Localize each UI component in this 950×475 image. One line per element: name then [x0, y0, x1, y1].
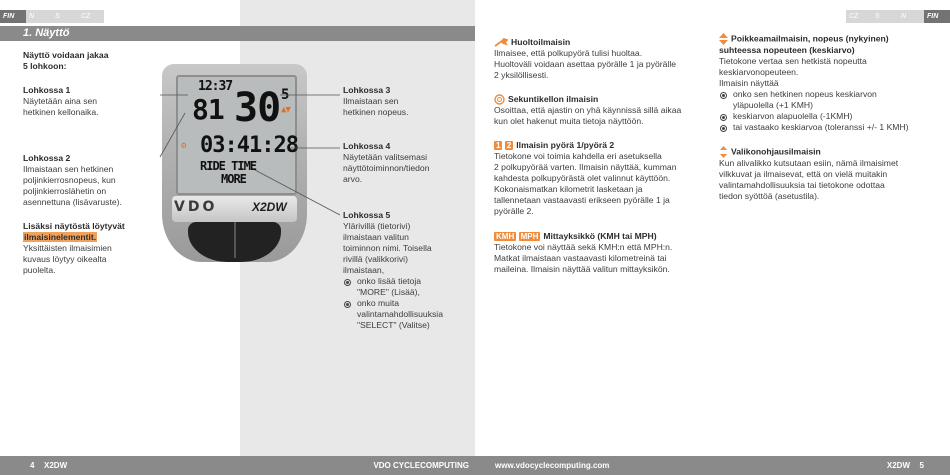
- indicator-title: Valikonohjausilmaisin: [731, 146, 821, 157]
- block-line: asennettuna (lisävaruste).: [23, 197, 122, 207]
- block-line: hetkinen nopeus.: [343, 107, 409, 117]
- menu-arrow-icon: [719, 146, 728, 158]
- indicator-title: Huoltoilmaisin: [511, 37, 571, 47]
- indicator-title: Sekuntikellon ilmaisin: [508, 94, 599, 104]
- footer-left: [0, 456, 475, 475]
- block-line: Ylärivillä (tietorivi): [343, 221, 411, 231]
- lang-tab: CZ: [846, 10, 872, 23]
- block-line: rivillä (valikkorivi): [343, 254, 408, 264]
- lcd-speed-decimal: 5: [281, 87, 289, 103]
- bullet-item: onko muita valintamahdollisuuksia "SELECT" (Valitse): [343, 298, 471, 331]
- block-line: ilmaistaan valitun: [343, 232, 409, 242]
- block-line: Näytetään aina sen: [23, 96, 98, 106]
- block-4: [343, 141, 471, 185]
- block-line: poljinkierrosnopeus, kun: [23, 175, 116, 185]
- bike-indicator: 1 2 Ilmaisin pyörä 1/pyörä 2 Tietokone voi toimia kahdella eri asetuksella 2 polkupyörää varten. Ilmaisin näyttää, kumman kahdesta polkupyörästä olet valinnut käyttöön. Kokonaismatkan kilometrit lasketaan ja tallennetaan vastaavasti erikseen pyörälle 1 ja pyörälle 2.: [494, 140, 677, 217]
- lcd-indicator-icons: ⚙: [181, 141, 186, 151]
- bullet-item: onko lisää tietoja "MORE" (Lisää),: [343, 276, 471, 298]
- block-line: ilmaistaan,: [343, 265, 385, 275]
- note-line: Yksittäisten ilmaisimien: [23, 243, 112, 253]
- block-line: näyttötoiminnon/tiedon: [343, 163, 430, 173]
- block-title: Lohkossa 5: [343, 210, 391, 220]
- block-line: hetkinen kellonaika.: [23, 107, 99, 117]
- note-line: kuvaus löytyy oikealta: [23, 254, 107, 264]
- unit-icon: KMH MPH: [496, 232, 539, 242]
- block-line: Ilmaistaan sen hetkinen: [23, 164, 114, 174]
- stopwatch-indicator: Sekuntikellon ilmaisin Osoittaa, että ajastin on yhä käynnissä sillä aikaa kun olet hakenut muita tietoja näyttöön.: [494, 94, 682, 127]
- wrench-icon: [494, 38, 508, 48]
- lang-tab: N: [26, 10, 52, 23]
- footer-brand: VDO CYCLECOMPUTING: [373, 461, 469, 470]
- block-line: toiminnon nimi. Toisella: [343, 243, 432, 253]
- page-number: 5: [919, 461, 924, 470]
- indicator-title: Mittayksikkö (KMH tai MPH): [543, 231, 657, 241]
- lcd-row1: RIDE TIME: [200, 159, 257, 173]
- bullet-item: keskiarvon alapuolella (-1KMH): [719, 111, 944, 122]
- menu-indicator: Valikonohjausilmaisin Kun alivalikko kutsutaan esiin, nämä ilmaisimet vilkkuvat ja ilmaisevat, että on vielä muitakin valintamahdollisuuksia tai tietokone odottaa tiedon syöttöä (asetustila).: [719, 146, 899, 201]
- note-title: Lisäksi näytöstä löytyvät: [23, 221, 125, 231]
- device-brand: VDO: [174, 199, 218, 215]
- device-model: X2DW: [252, 200, 287, 214]
- language-bar-right: [846, 10, 950, 24]
- lang-tab: S: [872, 10, 898, 23]
- lcd-cadence: 81: [192, 93, 224, 126]
- block-line: poljinkierroslähetin on: [23, 186, 107, 196]
- block-3: [343, 85, 471, 118]
- lang-tab: CZ: [78, 10, 104, 23]
- stopwatch-icon: [494, 94, 505, 105]
- deviation-indicator: Poikkeamailmaisin, nopeus (nykyinen) suhteessa nopeuteen (keskiarvo) Tietokone vertaa sen hetkistä nopeutta keskiarvonopeuteen. Ilmaisin näyttää onko sen hetkinen nopeus keskiarvon yläpuolella (+1 KMH) keskiarvon alapuolella (-1KMH) tai vastaako keskiarvoa (toleranssi +/- 1 KMH): [719, 33, 944, 133]
- lcd-arrow-icon: ▲▼: [281, 105, 290, 115]
- intro-line: 5 lohkoon:: [23, 61, 67, 71]
- block-line: arvo.: [343, 174, 363, 184]
- lcd-row2: MORE: [221, 172, 246, 186]
- section-title: 1. Näyttö: [23, 27, 70, 39]
- lang-tab: FIN: [0, 10, 26, 23]
- lang-tab: S: [52, 10, 78, 23]
- indicator-title: Ilmaisin pyörä 1/pyörä 2: [516, 140, 615, 150]
- lang-tab: N: [898, 10, 924, 23]
- highlight-text: ilmaisinelementit.: [24, 232, 97, 242]
- footer-model: X2DW: [44, 461, 68, 470]
- block-line: Ilmaistaan sen: [343, 96, 399, 106]
- unit-indicator: KMH MPH Mittayksikkö (KMH tai MPH) Tietokone voi näyttää sekä KMH:n että MPH:n. Matkat ilmaistaan vastaavasti kilometreinä tai maileina. Ilmaisin näyttää valitun mittayksikön.: [494, 231, 673, 275]
- block-line: Näytetään valitsemasi: [343, 152, 428, 162]
- indicator-title: Poikkeamailmaisin, nopeus (nykyinen): [731, 33, 889, 44]
- block-title: Lohkossa 4: [343, 141, 391, 151]
- page-number: 4: [30, 461, 35, 470]
- bullet-item: onko sen hetkinen nopeus keskiarvon yläpuolella (+1 KMH): [719, 89, 944, 111]
- bullet-item: tai vastaako keskiarvoa (toleranssi +/- 1 KMH): [719, 122, 944, 133]
- block-5: [343, 210, 471, 331]
- intro-line: Näyttö voidaan jakaa: [23, 50, 109, 60]
- lcd-clock: 12:37: [198, 79, 233, 94]
- lcd-value: 03:41:28: [200, 133, 298, 158]
- footer-url: www.vdocyclecomputing.com: [495, 461, 610, 470]
- block-title: Lohkossa 3: [343, 85, 391, 95]
- service-indicator: Huoltoilmaisin Ilmaisee, että polkupyörä tulisi huoltaa. Huoltoväli voidaan asettaa pyörälle 1 ja pyörälle 2 yksilöllisesti.: [494, 37, 677, 80]
- block-title: Lohkossa 2: [23, 153, 71, 163]
- bike-number-icon: 1 2: [496, 141, 512, 151]
- right-page: [475, 0, 950, 475]
- lcd-speed: 30: [234, 85, 281, 131]
- footer-model: X2DW: [886, 461, 910, 470]
- block-title: Lohkossa 1: [23, 85, 71, 95]
- footer-right: [475, 456, 950, 475]
- up-down-arrow-icon: [719, 33, 728, 45]
- lang-tab: FIN: [924, 10, 950, 23]
- note-line: puolelta.: [23, 265, 56, 275]
- indicator-title: suhteessa nopeuteen (keskiarvo): [719, 45, 855, 55]
